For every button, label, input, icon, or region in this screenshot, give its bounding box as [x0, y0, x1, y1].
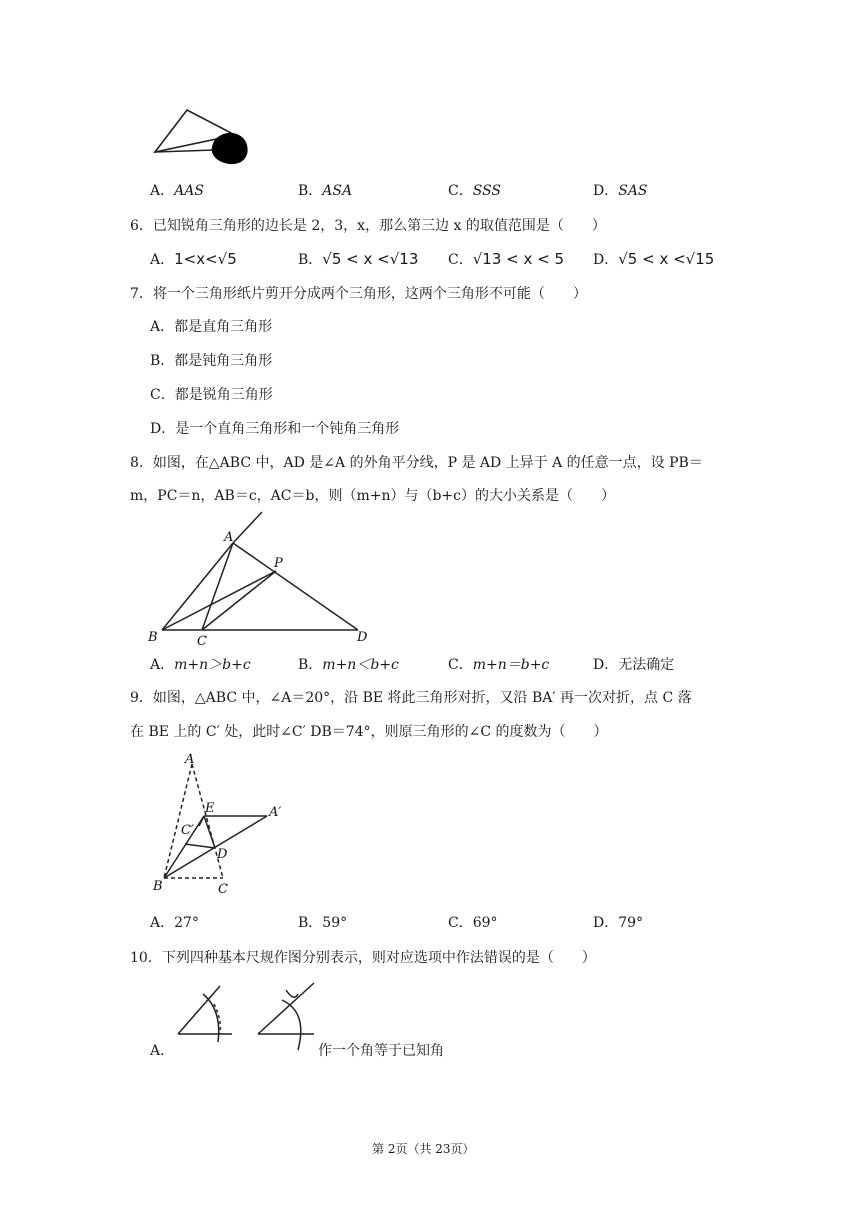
- q9-label-e: E: [205, 801, 215, 816]
- q5-option-d: D．SAS: [593, 183, 648, 199]
- q5-option-b: B．ASA: [298, 183, 353, 199]
- q9-figure: [145, 750, 305, 900]
- q8-label-c: C: [197, 634, 207, 649]
- q7-option-b: B．都是钝角三角形: [150, 353, 273, 369]
- q9-stem-line2: 在 BE 上的 C′ 处，此时∠C′ DB＝74°，则原三角形的∠C 的度数为（ ）: [130, 724, 608, 740]
- q6-option-c: C．√13 < x < 5: [448, 250, 564, 268]
- q8-label-p: P: [274, 556, 283, 571]
- q8-label-a: A: [224, 530, 234, 545]
- q6-stem: 6．已知锐角三角形的边长是 2，3，x，那么第三边 x 的取值范围是（ ）: [130, 218, 606, 234]
- q9-option-b: B．59°: [298, 915, 348, 931]
- q7-option-c: C．都是锐角三角形: [150, 387, 273, 403]
- page-footer: 第 2页（共 23页）: [372, 1142, 475, 1156]
- q5-option-a: A．AAS: [150, 183, 204, 199]
- q8-stem-line2: m，PC＝n，AB＝c，AC＝b，则（m+n）与（b+c）的大小关系是（ ）: [130, 488, 616, 504]
- q8-option-d: D．无法确定: [593, 657, 675, 673]
- q8-option-b: B．m+n＜b+c: [298, 657, 399, 673]
- q9-label-d: D: [217, 847, 228, 862]
- q7-option-d: D．是一个直角三角形和一个钝角三角形: [150, 421, 400, 437]
- q9-label-c: C: [218, 882, 228, 897]
- q10-option-a-text: 作一个角等于已知角: [318, 1043, 444, 1059]
- q7-stem: 7．将一个三角形纸片剪开分成两个三角形，这两个三角形不可能（ ）: [130, 286, 587, 302]
- q8-label-b: B: [148, 630, 158, 645]
- q8-stem-line1: 8．如图，在△ABC 中，AD 是∠A 的外角平分线，P 是 AD 上异于 A 的任意一点，设 PB＝: [130, 455, 703, 471]
- q9-option-c: C．69°: [448, 915, 498, 931]
- q8-option-a: A．m+n＞b+c: [150, 657, 251, 673]
- q9-label-a-prime: A′: [269, 805, 282, 820]
- q10-figure-a-left: [170, 978, 240, 1048]
- q9-option-a: A．27°: [150, 915, 199, 931]
- q8-label-d: D: [357, 630, 368, 645]
- q10-stem: 10．下列四种基本尺规作图分别表示，则对应选项中作法错误的是（ ）: [130, 950, 596, 966]
- q9-option-d: D．79°: [593, 915, 644, 931]
- q5-option-c: C．SSS: [448, 183, 501, 199]
- q10-option-a-letter: A．: [150, 1043, 175, 1059]
- q8-option-c: C．m+n＝b+c: [448, 657, 550, 673]
- q6-option-d: D．√5 < x <√15: [593, 250, 715, 268]
- q5-figure: [150, 105, 260, 167]
- q7-option-a: A．都是直角三角形: [150, 319, 273, 335]
- q8-figure: [140, 505, 380, 649]
- q9-stem-line1: 9．如图，△ABC 中，∠A＝20°，沿 BE 将此三角形对折，又沿 BA′ 再一次对折，点 C 落: [130, 690, 692, 706]
- q9-label-a: A: [185, 752, 195, 767]
- q6-option-a: A．1<x<√5: [150, 250, 237, 268]
- q9-label-b: B: [153, 879, 163, 894]
- q9-label-c-prime: C′: [181, 823, 194, 838]
- q6-option-b: B．√5 < x <√13: [298, 250, 419, 268]
